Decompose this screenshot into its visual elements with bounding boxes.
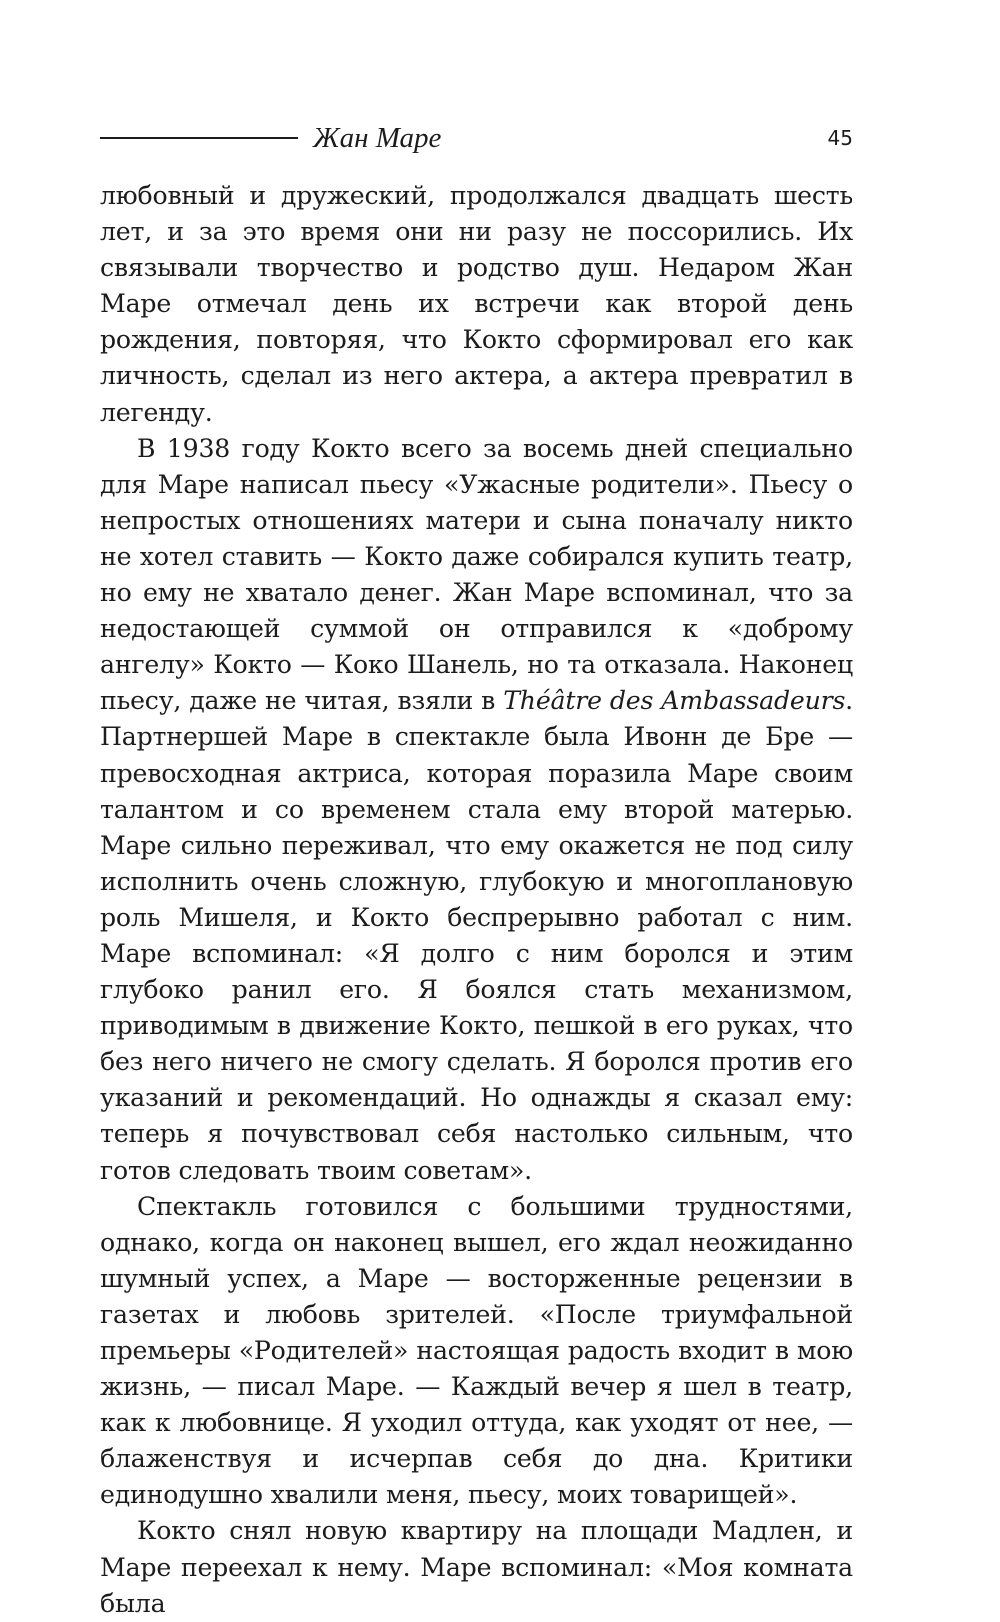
paragraph-4: Кокто снял новую квартиру на площади Мадлен, и Маре переехал к нему. Маре вспоминал: «Моя комната была (100, 1516, 853, 1618)
header-rule (100, 137, 298, 139)
paragraph-2-text-end: . Партнершей Маре в спектакле была Ивонн де Бре — превосходная актриса, которая поразила Маре своим талантом и со временем стала ему второй матерью. Маре сильно переживал, что ему окажется не под силу исполнить очень сложную, глубокую и многоплановую роль Мишеля, и Кокто беспрерывно работал с ним. Маре вспоминал: «Я долго с ним боролся и этим глубоко ранил его. Я боялся стать механизмом, приводимым в движение Кокто, пешкой в его руках, что без него ничего не смогу сделать. Я боролся против его указаний и рекомендаций. Но однажды я сказал ему: теперь я почувствовал себя настолько сильным, что готов следовать твоим советам». (100, 686, 853, 1185)
paragraph-2 (100, 431, 853, 1189)
paragraph-2-text-start: В 1938 году Кокто всего за восемь дней специально для Маре написал пьесу «Ужасные родители». Пьесу о непростых отношениях матери и сына поначалу никто не хотел ставить — Кокто даже собирался купить театр, но ему не хватало денег. Жан Маре вспоминал, что за недостающей суммой он отправился к «доброму ангелу» Кокто — Коко Шанель, но та отказала. Наконец пьесу, даже не читая, взяли в (100, 433, 853, 716)
paragraph-3: Спектакль готовился с большими трудностями, однако, когда он наконец вышел, его ждал неожиданно шумный успех, а Маре — восторженные рецензии в газетах и любовь зрителей. «После триумфальной премьеры «Родителей» настоящая радость входит в мою жизнь, — писал Маре. — Каждый вечер я шел в театр, как к любовнице. Я уходил оттуда, как уходят от нее, — блаженствуя и исчерпав себя до дна. Критики единодушно хвалили меня, пьесу, моих товарищей». (100, 1191, 853, 1510)
running-title: Жан Маре (313, 122, 442, 154)
running-header (100, 118, 853, 158)
body-text (100, 178, 853, 1622)
theatre-name: Théâtre des Ambassadeurs (503, 686, 846, 716)
paragraph-1: любовный и дружеский, продолжался двадцать шесть лет, и за это время они ни разу не поссорились. Их связывали творчество и родство душ. Недаром Жан Маре отмечал день их встречи как второй день рождения, повторяя, что Кокто сформировал его как личность, сделал из него актера, а актера превратил в легенду. (100, 181, 853, 427)
page-number: 45 (827, 126, 853, 150)
